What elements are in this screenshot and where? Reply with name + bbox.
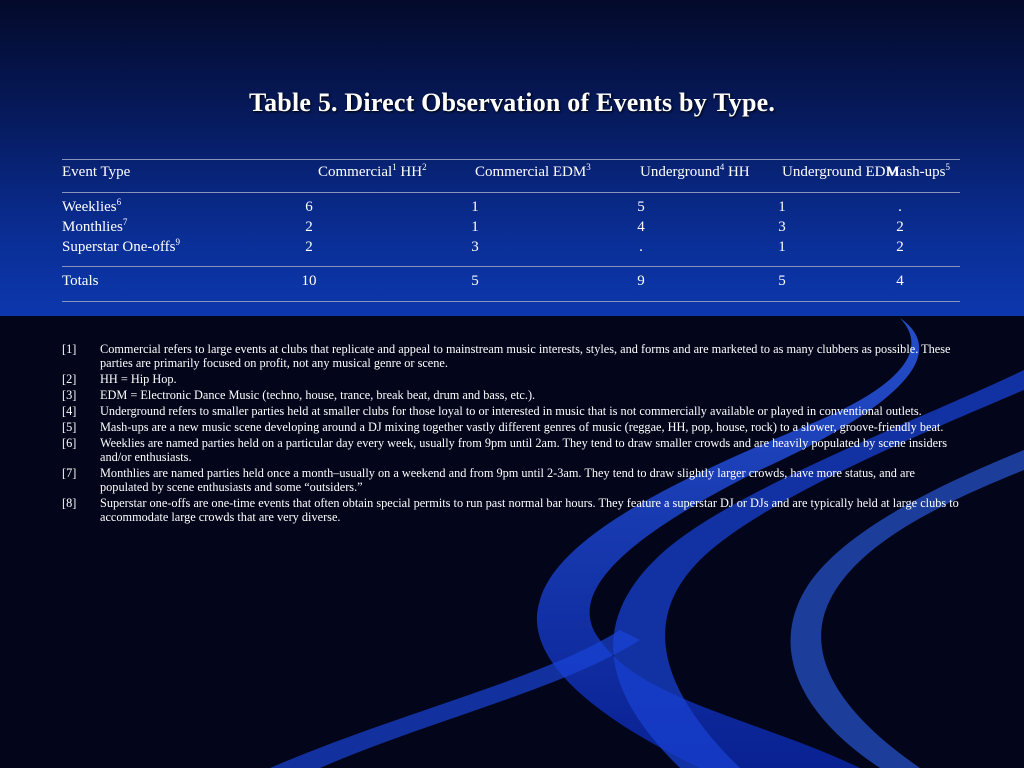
- footnotes: [62, 342, 962, 526]
- footnote-number: [5]: [62, 420, 77, 434]
- table-row: [62, 239, 960, 259]
- footnote-number: [8]: [62, 496, 77, 510]
- table-cell: 5: [778, 273, 786, 289]
- footnote-text: HH = Hip Hop.: [100, 372, 177, 386]
- table-bottom-rule: [62, 301, 960, 302]
- header-event-type: Event Type: [62, 164, 131, 180]
- header-commercial-edm: Commercial EDM$^3$: [475, 162, 591, 180]
- footnote-item: [62, 372, 962, 386]
- footnote-text: Mash-ups are a new music scene developing around a DJ mixing together vastly different genres of music (reggae, HH, pop, house, rock) to a slower, groove-friendly beat.: [100, 420, 944, 434]
- table-top-rule: [62, 159, 960, 160]
- table-cell: 6: [305, 199, 313, 215]
- row-label: Superstar One-offs$^9$: [62, 237, 180, 255]
- table-cell: 10: [301, 273, 317, 289]
- table-cell: .: [639, 239, 643, 255]
- footnote-item: [62, 342, 962, 370]
- footnote-number: [1]: [62, 342, 77, 356]
- footnote-text: Weeklies are named parties held on a particular day every week, usually from 9pm until 2am. They tend to draw smaller crowds and are heavily populated by scene insiders and/or enthusiasts.: [100, 436, 947, 464]
- footnote-item: [62, 436, 962, 464]
- row-label: Weeklies$^6$: [62, 197, 122, 215]
- table-cell: 1: [778, 239, 786, 255]
- footnote-item: [62, 496, 962, 524]
- table-cell: 9: [637, 273, 645, 289]
- header-underground-edm: Underground EDM: [782, 164, 899, 180]
- table-row: [62, 219, 960, 239]
- table-cell: 1: [471, 199, 479, 215]
- table-cell: 5: [637, 199, 645, 215]
- table-cell: 2: [896, 219, 904, 235]
- table-totals-rule: [62, 266, 960, 267]
- table-cell: 1: [471, 219, 479, 235]
- footnote-item: [62, 404, 962, 418]
- footnote-text: Monthlies are named parties held once a month–usually on a weekend and from 9pm until 2-3am. They tend to draw slightly larger crowds, have more status, and are populated by scene enthusiasts and some “outsiders.”: [100, 466, 916, 494]
- footnote-text: Superstar one-offs are one-time events that often obtain special permits to run past normal bar hours. They feature a superstar DJ or DJs and are typically held at large clubs to accommodate large crowds that are very diverse.: [100, 496, 959, 524]
- footnote-item: [62, 420, 962, 434]
- table-cell: .: [898, 199, 902, 215]
- page-title: Table 5. Direct Observation of Events by Type.: [248, 88, 776, 117]
- totals-label: Totals: [62, 273, 99, 289]
- footnote-text: Underground refers to smaller parties held at smaller clubs for those loyal to or interested in music that is not commercially available or played in conventional outlets.: [100, 404, 922, 418]
- table-cell: 5: [471, 273, 479, 289]
- table-cell: 3: [471, 239, 479, 255]
- footnote-number: [7]: [62, 466, 77, 480]
- footnote-text: Commercial refers to large events at clubs that replicate and appeal to mainstream music interests, styles, and forms and are marketed to as many clubbers as possible. These parties are primarily focused on profit, not any musical genre or scene.: [100, 342, 951, 370]
- table-cell: 3: [778, 219, 786, 235]
- footnote-item: [62, 388, 962, 402]
- table-header-row: [62, 164, 960, 184]
- footnote-item: [62, 466, 962, 494]
- table-cell: 2: [896, 239, 904, 255]
- header-mash-ups: Mash-ups$^5$: [886, 162, 950, 180]
- footnote-number: [2]: [62, 372, 77, 386]
- table-cell: 4: [637, 219, 645, 235]
- row-label: Monthlies$^7$: [62, 217, 128, 235]
- table-row: [62, 199, 960, 219]
- table-cell: 4: [896, 273, 904, 289]
- table-cell: 2: [305, 219, 313, 235]
- table-cell: 2: [305, 239, 313, 255]
- table-totals-row: [62, 273, 960, 293]
- header-underground-hh: Underground$^4$ HH: [640, 162, 750, 180]
- header-commercial-hh: Commercial$^1$ $HH^2$: [318, 162, 427, 180]
- footnote-number: [3]: [62, 388, 77, 402]
- footnote-number: [4]: [62, 404, 77, 418]
- table-cell: 1: [778, 199, 786, 215]
- table-header-rule: [62, 192, 960, 193]
- footnote-text: EDM = Electronic Dance Music (techno, house, trance, break beat, drum and bass, etc.).: [100, 388, 536, 402]
- footnote-number: [6]: [62, 436, 77, 450]
